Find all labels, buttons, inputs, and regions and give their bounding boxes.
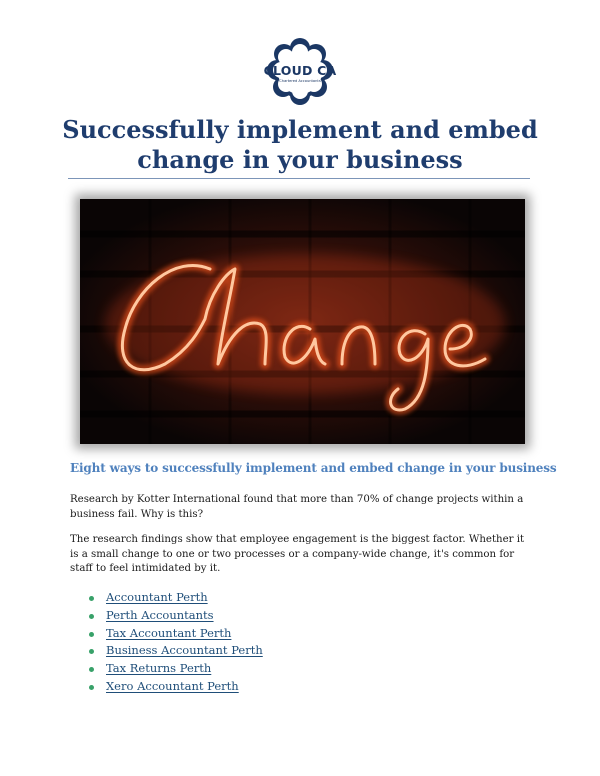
bullet-icon bbox=[89, 649, 94, 654]
cloud-ca-logo bbox=[257, 36, 343, 108]
link-perth-accountants[interactable]: Perth Accountants bbox=[106, 607, 214, 622]
link-accountant-perth[interactable]: Accountant Perth bbox=[106, 590, 208, 604]
link-business-accountant-perth[interactable]: Business Accountant Perth bbox=[106, 643, 263, 658]
link-tax-returns-perth[interactable]: Tax Returns Perth bbox=[106, 661, 212, 676]
bullet-icon bbox=[89, 596, 94, 601]
title-divider bbox=[68, 178, 530, 179]
bullet-icon bbox=[89, 667, 94, 672]
logo-name: CLOUD CA bbox=[263, 63, 337, 78]
list-item bbox=[80, 678, 440, 696]
logo-tagline: Chartered Accountants bbox=[279, 79, 321, 83]
list-item bbox=[80, 642, 440, 660]
bullet-icon bbox=[89, 632, 94, 637]
service-links-list bbox=[80, 589, 440, 696]
bullet-icon bbox=[89, 614, 94, 619]
section-subheading: Eight ways to successfully implement and embed change in your business bbox=[70, 461, 557, 475]
list-item bbox=[80, 625, 440, 643]
list-item bbox=[80, 607, 440, 625]
list-item bbox=[80, 589, 440, 607]
link-tax-accountant-perth[interactable]: Tax Accountant Perth bbox=[106, 625, 232, 640]
list-item bbox=[80, 660, 440, 678]
bullet-icon bbox=[89, 685, 94, 690]
paragraph-findings: The research findings show that employee engagement is the biggest factor. Whether it is a small change to one or two processes or a company-wide change, it's common for staff to feel intimidated by it. bbox=[70, 534, 525, 574]
paragraph-research: Research by Kotter International found that more than 70% of change projects within a business fail. Why is this? bbox=[70, 494, 524, 520]
neon-change-photo bbox=[80, 199, 525, 444]
link-xero-accountant-perth[interactable]: Xero Accountant Perth bbox=[106, 678, 239, 693]
page-title: Successfully implement and embed change in your business bbox=[62, 115, 538, 174]
